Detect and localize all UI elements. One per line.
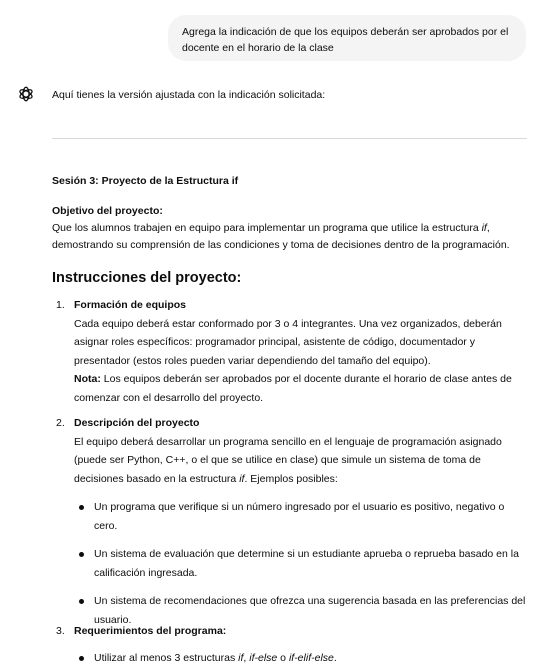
assistant-logo-icon [17, 85, 35, 103]
list-item [56, 622, 526, 667]
item-heading: Requerimientos del programa: [74, 625, 227, 637]
item-heading: Descripción del proyecto [74, 417, 200, 429]
item-text: El equipo deberá desarrollar un programa sencillo en el lenguaje de programación asignado (puede ser Python, C++, o el que se utilice en clase) que simule un sistema de toma de decisiones basado en la estructura if. Ejemplos posibles: [74, 435, 502, 485]
user-message-text: Agrega la indicación de que los equipos deberán ser aprobados por el docente en el horario de la clase [182, 26, 509, 54]
bullet-item: Un programa que verifique si un número ingresado por el usuario es positivo, negativo o cero. [74, 498, 526, 535]
list-item [56, 414, 526, 629]
objective-text: Que los alumnos trabajen en equipo para implementar un programa que utilice la estructura if, demostrando su comprensión de las condiciones y toma de decisiones dentro de la programación. [52, 222, 510, 251]
item-number: 3. [56, 625, 65, 637]
item-number: 1. [56, 299, 65, 311]
bullet-item: Un sistema de recomendaciones que ofrezca una sugerencia basada en las preferencias del usuario. [74, 592, 526, 629]
objective-block [52, 203, 532, 254]
item-heading: Formación de equipos [74, 299, 187, 311]
objective-heading: Objetivo del proyecto: [52, 205, 163, 217]
bullet-item: Un sistema de evaluación que determine si un estudiante aprueba o reprueba basado en la calificación ingresada. [74, 545, 526, 582]
session-title: Sesión 3: Proyecto de la Estructura if [52, 175, 239, 187]
item-number: 2. [56, 417, 65, 429]
item-note: Nota: Los equipos deberán ser aprobados por el docente durante el horario de clase antes de comenzar con el desarrollo del proyecto. [74, 373, 512, 404]
item-text: Cada equipo deberá estar conformado por 3 o 4 integrantes. Una vez organizados, deberán asignar roles específicos: programador principal, asistente de código, documentador y presentador (estos roles pueden variar dependiendo del tamaño del equipo). [74, 317, 502, 367]
user-message-bubble [168, 15, 526, 61]
bullet-item: Utilizar al menos 3 estructuras if, if-else o if-elif-else. [74, 649, 526, 667]
instructions-title: Instrucciones del proyecto: [52, 270, 242, 286]
assistant-intro: Aquí tienes la versión ajustada con la indicación solicitada: [52, 89, 326, 101]
divider [52, 138, 527, 139]
list-item [56, 296, 526, 407]
